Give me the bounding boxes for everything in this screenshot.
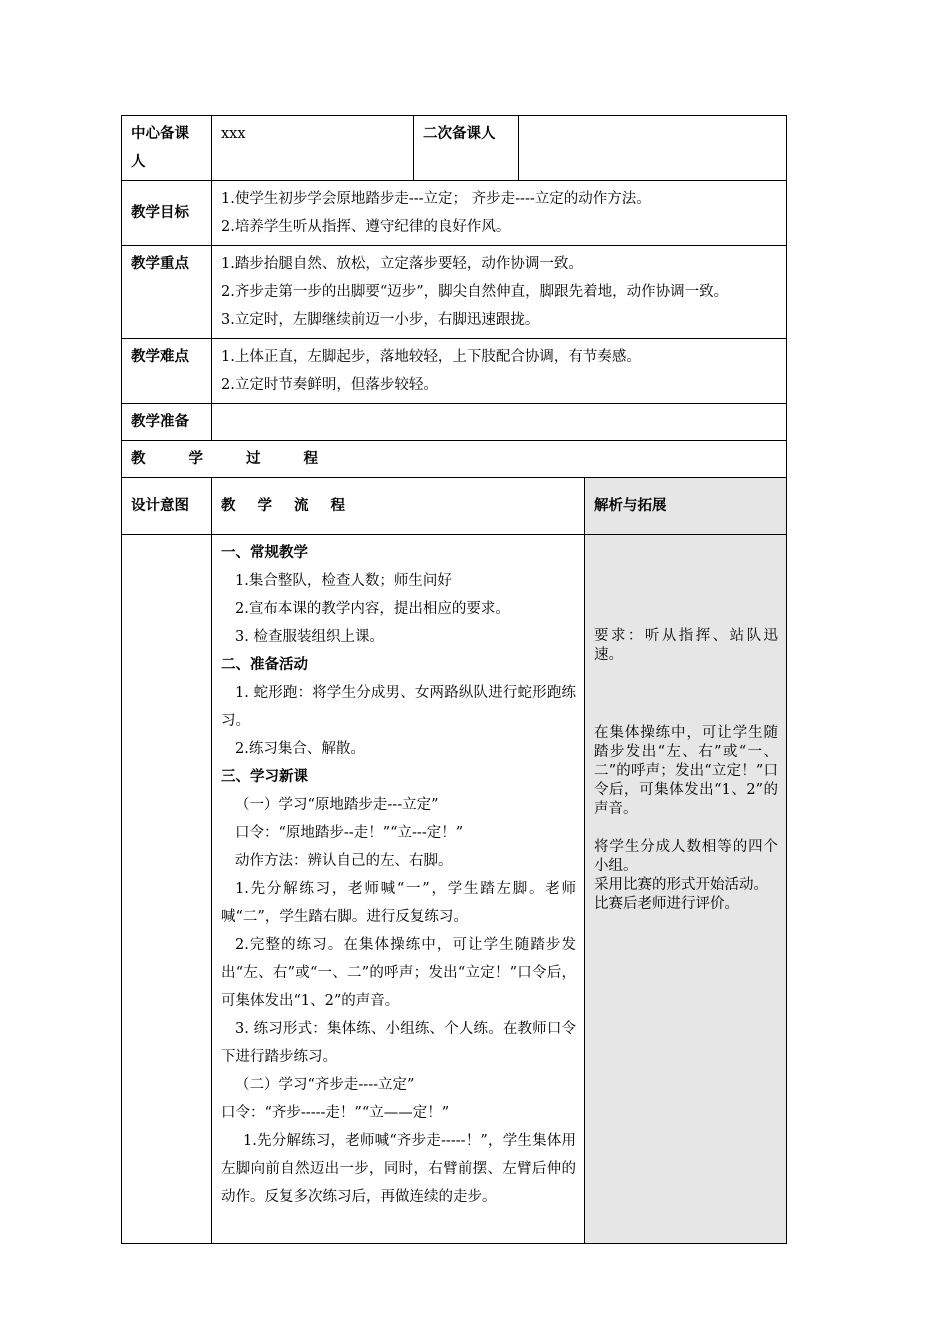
flow-line: 口令：“原地踏步--走！”“立---定！” (235, 825, 464, 841)
analysis-header: 解析与拓展 (585, 478, 787, 535)
section-title: 二、准备活动 (221, 657, 308, 673)
preparer-row (122, 116, 787, 181)
flow-line: 3. 检查服装组织上课。 (235, 629, 384, 645)
process-char: 过 (246, 451, 261, 467)
secondary-preparer-label: 二次备课人 (414, 116, 519, 181)
key-points-content (212, 246, 787, 339)
flow-line: 2.完整的练习。在集体操练中，可让学生随踏步发出“左、右”或“一、二”的呼声；发出“立定！”口令后，可集体发出“1、2”的声音。 (221, 937, 577, 1009)
flow-line: 3. 练习形式：集体练、小组练、个人练。在教师口令下进行踏步练习。 (221, 1021, 577, 1065)
flow-line: 口令：“齐步-----走！”“立——定！” (221, 1105, 450, 1121)
design-intent-cell (122, 535, 212, 1244)
design-intent-header: 设计意图 (122, 478, 212, 535)
lesson-plan-table (121, 115, 787, 1244)
note-item: 将学生分成人数相等的四个小组。 (594, 839, 779, 874)
flow-line: 1.先分解练习，老师喊“齐步走-----！”，学生集体用左脚向前自然迈出一步，同时，右臂前摆、左臂后伸的动作。反复多次练习后，再做连续的走步。 (221, 1133, 577, 1205)
key-point-item: 2.齐步走第一步的出脚要“迈步”，脚尖自然伸直，脚跟先着地，动作协调一致。 (221, 284, 729, 300)
key-point-item: 1.踏步抬腿自然、放松，立定落步要轻，动作协调一致。 (221, 256, 583, 272)
flow-char: 学 (257, 498, 272, 514)
process-char: 教 (131, 451, 146, 467)
flow-line: 1.先分解练习，老师喊“一”，学生踏左脚。老师喊“二”，学生踏右脚。进行反复练习。 (221, 881, 577, 925)
section-title: 一、常规教学 (221, 545, 308, 561)
difficulties-label: 教学难点 (122, 339, 212, 404)
section-title: 三、学习新课 (221, 769, 308, 785)
note-item: 在集体操练中，可让学生随踏步发出“左、右”或“一、二”的呼声；发出“立定！”口令后，可集体发出“1、2”的声音。 (594, 725, 779, 817)
key-point-item: 3.立定时，左脚继续前迈一小步，右脚迅速跟拢。 (221, 312, 540, 328)
process-title (122, 441, 787, 478)
flow-char: 教 (221, 498, 236, 514)
objectives-label: 教学目标 (122, 181, 212, 246)
flow-content (212, 535, 585, 1244)
key-points-label: 教学重点 (122, 246, 212, 339)
objectives-content (212, 181, 787, 246)
secondary-preparer-value (519, 116, 787, 181)
difficulty-item: 2.立定时节奏鲜明，但落步较轻。 (221, 377, 438, 393)
objective-item: 2.培养学生听从指挥、遵守纪律的良好作风。 (221, 219, 511, 235)
preparation-label: 教学准备 (122, 404, 212, 441)
note-item: 要求：听从指挥、站队迅速。 (594, 628, 779, 663)
flow-line: 2.宣布本课的教学内容，提出相应的要求。 (235, 601, 510, 617)
column-header-row (122, 478, 787, 535)
body-row (122, 535, 787, 1244)
flow-line: （二）学习“齐步走----立定” (235, 1077, 415, 1093)
analysis-content (585, 535, 787, 1244)
preparation-value (212, 404, 787, 441)
objective-item: 1.使学生初步学会原地踏步走---立定； 齐步走----立定的动作方法。 (221, 191, 651, 207)
flow-line: 1. 蛇形跑：将学生分成男、女两路纵队进行蛇形跑练习。 (221, 685, 577, 729)
flow-line: 2.练习集合、解散。 (235, 741, 365, 757)
difficulties-row (122, 339, 787, 404)
process-char: 程 (303, 451, 318, 467)
preparation-row (122, 404, 787, 441)
lesson-plan-page (121, 115, 786, 1244)
difficulties-content (212, 339, 787, 404)
difficulty-item: 1.上体正直，左脚起步，落地较轻，上下肢配合协调，有节奏感。 (221, 349, 641, 365)
flow-line: （一）学习“原地踏步走---立定” (235, 797, 439, 813)
objectives-row (122, 181, 787, 246)
flow-header (212, 478, 585, 535)
note-item: 采用比赛的形式开始活动。 (594, 877, 769, 893)
flow-char: 流 (294, 498, 309, 514)
note-item: 比赛后老师进行评价。 (594, 896, 740, 912)
central-preparer-label: 中心备课人 (122, 116, 212, 181)
process-char: 学 (188, 451, 203, 467)
flow-line: 1.集合整队，检查人数；师生问好 (235, 573, 452, 589)
flow-char: 程 (330, 498, 345, 514)
flow-line: 动作方法：辨认自己的左、右脚。 (235, 853, 453, 869)
key-points-row (122, 246, 787, 339)
central-preparer-value: xxx (212, 116, 414, 181)
process-row (122, 441, 787, 478)
